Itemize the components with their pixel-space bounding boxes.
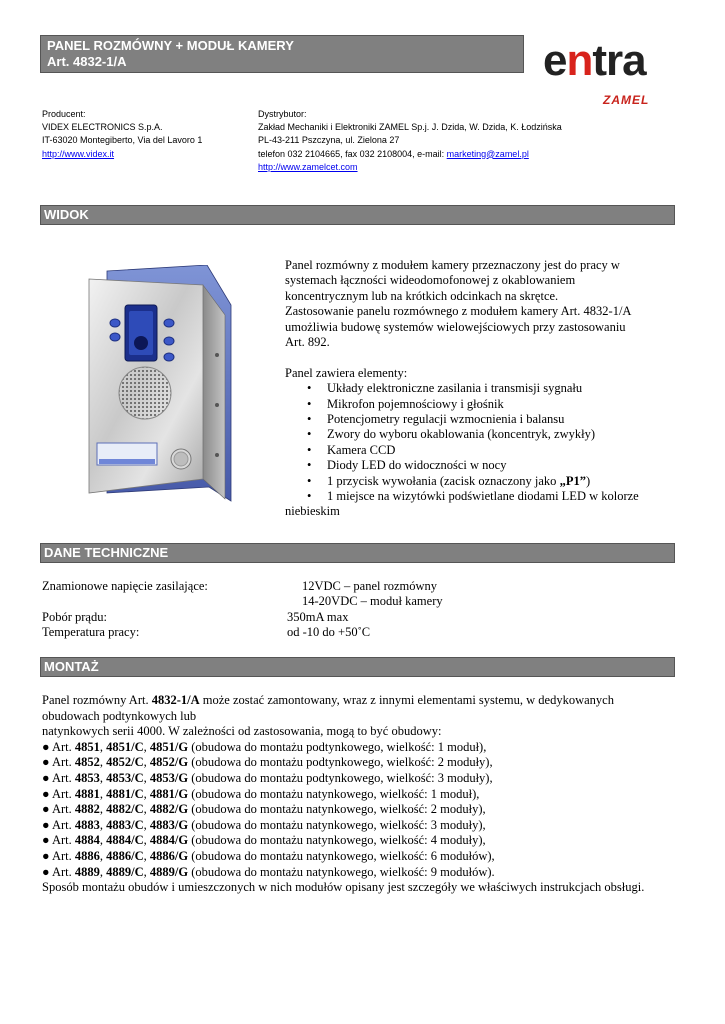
section-header-tech: DANE TECHNICZNE xyxy=(40,543,675,563)
temperature-label: Temperatura pracy: xyxy=(42,625,140,640)
housing-item: ● Art. 4884, 4884/C, 4884/G (obudowa do montażu natynkowego, wielkość: 4 moduły), xyxy=(42,833,486,848)
section-header-mount: MONTAŻ xyxy=(40,657,675,677)
list-item: • 1 przycisk wywołania (zacisk oznaczony jako „P1”) xyxy=(285,474,680,489)
list-item: • Zwory do wyboru okablowania (koncentryk, zwykły) xyxy=(285,427,680,442)
document-title: PANEL ROZMÓWNY + MODUŁ KAMERY xyxy=(47,38,294,53)
entra-logo: entra xyxy=(543,36,646,85)
email-link[interactable]: marketing@zamel.pl xyxy=(446,148,529,159)
list-item: • Kamera CCD xyxy=(285,443,680,458)
housing-item: ● Art. 4882, 4882/C, 4882/G (obudowa do montażu natynkowego, wielkość: 2 moduły), xyxy=(42,802,486,817)
housing-item: ● Art. 4889, 4889/C, 4889/G (obudowa do montażu natynkowego, wielkość: 9 modułów). xyxy=(42,864,495,879)
list-item: • 1 miejsce na wizytówki podświetlane diodami LED w kolorze niebieskim xyxy=(285,489,680,520)
housing-item: ● Art. 4853, 4853/C, 4853/G (obudowa do montażu podtynkowego, wielkość: 3 moduły), xyxy=(42,770,493,785)
distributor-link[interactable]: http://www.zamelcet.com xyxy=(258,161,358,172)
product-description: Panel rozmówny z modułem kamery przeznaczony jest do pracy w systemach łączności wideodomofonowej z okablowaniem koncentrycznym lub na krótkich odcinkach na skrętce. Zastosowanie panelu rozmównego z modułem kamery Art. 4832-1/A umożliwia budowę systemów wielowejściowych przy zastosowaniu Art. 892. Panel zawiera elementy: • Układy elektroniczne zasilania i transmisji sygnału • Mikrofon pojemnościowy i głośnik • Potencjometry regulacji wzmocnienia i balansu • Zwory do wyboru okablowania (koncentryk, zwykły) • Kamera CCD • Diody LED do widoczności w nocy • 1 przycisk wywołania (zacisk oznaczony jako „P1”) • 1 miejsce na wizytówki podświetlane diodami LED w kolorze niebieskim xyxy=(285,258,680,520)
list-item: • Mikrofon pojemnościowy i głośnik xyxy=(285,397,680,412)
housing-item: ● Art. 4851, 4851/C, 4851/G (obudowa do montażu podtynkowego, wielkość: 1 moduł), xyxy=(42,739,487,754)
list-item: • Układy elektroniczne zasilania i transmisji sygnału xyxy=(285,381,680,396)
distributor-info: Dystrybutor: Zakład Mechaniki i Elektroniki ZAMEL Sp.j. J. Dzida, W. Dzida, K. Łodzińska PL-43-211 Pszczyna, ul. Zielona 27 telefon 032 2104665, fax 032 2108004, e-mail: marketing@zamel.pl http://www.zamelcet.com xyxy=(258,109,562,172)
housing-item: ● Art. 4883, 4883/C, 4883/G (obudowa do montażu natynkowego, wielkość: 3 moduły), xyxy=(42,817,486,832)
current-value: 350mA max xyxy=(287,609,349,624)
housing-list xyxy=(42,740,682,880)
housing-item: ● Art. 4886, 4886/C, 4886/G (obudowa do montażu natynkowego, wielkość: 6 modułów), xyxy=(42,848,495,863)
voltage-value: 14-20VDC – moduł kamery xyxy=(302,594,443,609)
temperature-value: od -10 do +50˚C xyxy=(287,625,371,640)
voltage-label: Znamionowe napięcie zasilające: xyxy=(42,579,208,593)
producer-info: Producent: VIDEX ELECTRONICS S.p.A. IT-63020 Montegiberto, Via del Lavoro 1 http://www.videx.it xyxy=(42,109,203,159)
list-item: • Potencjometry regulacji wzmocnienia i balansu xyxy=(285,412,680,427)
document-title-box xyxy=(40,35,524,73)
current-label: Pobór prądu: xyxy=(42,609,107,624)
zamel-logo: ZAMEL xyxy=(603,93,650,107)
elements-heading: Panel zawiera elementy: xyxy=(285,365,408,380)
housing-item: ● Art. 4852, 4852/C, 4852/G (obudowa do montażu podtynkowego, wielkość: 2 moduły), xyxy=(42,755,493,770)
voltage-value: 12VDC – panel rozmówny xyxy=(302,579,438,593)
section-header-view: WIDOK xyxy=(40,205,675,225)
product-image xyxy=(85,265,245,515)
mounting-text: Panel rozmówny Art. 4832-1/A może zostać zamontowany, wraz z innymi elementami systemu, w dedykowanych obudowach podtynkowych lub natynkowych serii 4000. W zależności od zastosowania, mogą to być obudowy: ● Art. 4851, 4851/C, 4851/G (obudowa do montażu podtynkowego, wielkość: 1 moduł), ● Art. 4852, 4852/C, 4852/G (obudowa do montażu podtynkowego, wielkość: 2 moduły), ● Art. 4853, 4853/C, 4853/G (obudowa do montażu podtynkowego, wielkość: 3 moduły), ● Art. 4881, 4881/C, 4881/G (obudowa do montażu natynkowego, wielkość: 1 moduł), ● Art. 4882, 4882/C, 4882/G (obudowa do montażu natynkowego, wielkość: 2 moduły), ● Art. 4883, 4883/C, 4883/G (obudowa do montażu natynkowego, wielkość: 3 moduły), ● Art. 4884, 4884/C, 4884/G (obudowa do montażu natynkowego, wielkość: 4 moduły), ● Art. 4886, 4886/C, 4886/G (obudowa do montażu natynkowego, wielkość: 6 modułów), ● Art. 4889, 4889/C, 4889/G (obudowa do montażu natynkowego, wielkość: 9 modułów). Sposób montażu obudów i umieszczonych w nich modułów opisany jest szczegóły we właściwych instrukcjach obsługi. xyxy=(42,693,682,896)
article-number: Art. 4832-1/A xyxy=(47,54,127,69)
elements-list xyxy=(285,381,680,520)
mounting-note: Sposób montażu obudów i umieszczonych w nich modułów opisany jest szczegóły we właściwych instrukcjach obsługi. xyxy=(42,880,645,895)
producer-link[interactable]: http://www.videx.it xyxy=(42,148,115,159)
list-item: • Diody LED do widoczności w nocy xyxy=(285,458,680,473)
housing-item: ● Art. 4881, 4881/C, 4881/G (obudowa do montażu natynkowego, wielkość: 1 moduł), xyxy=(42,786,480,801)
